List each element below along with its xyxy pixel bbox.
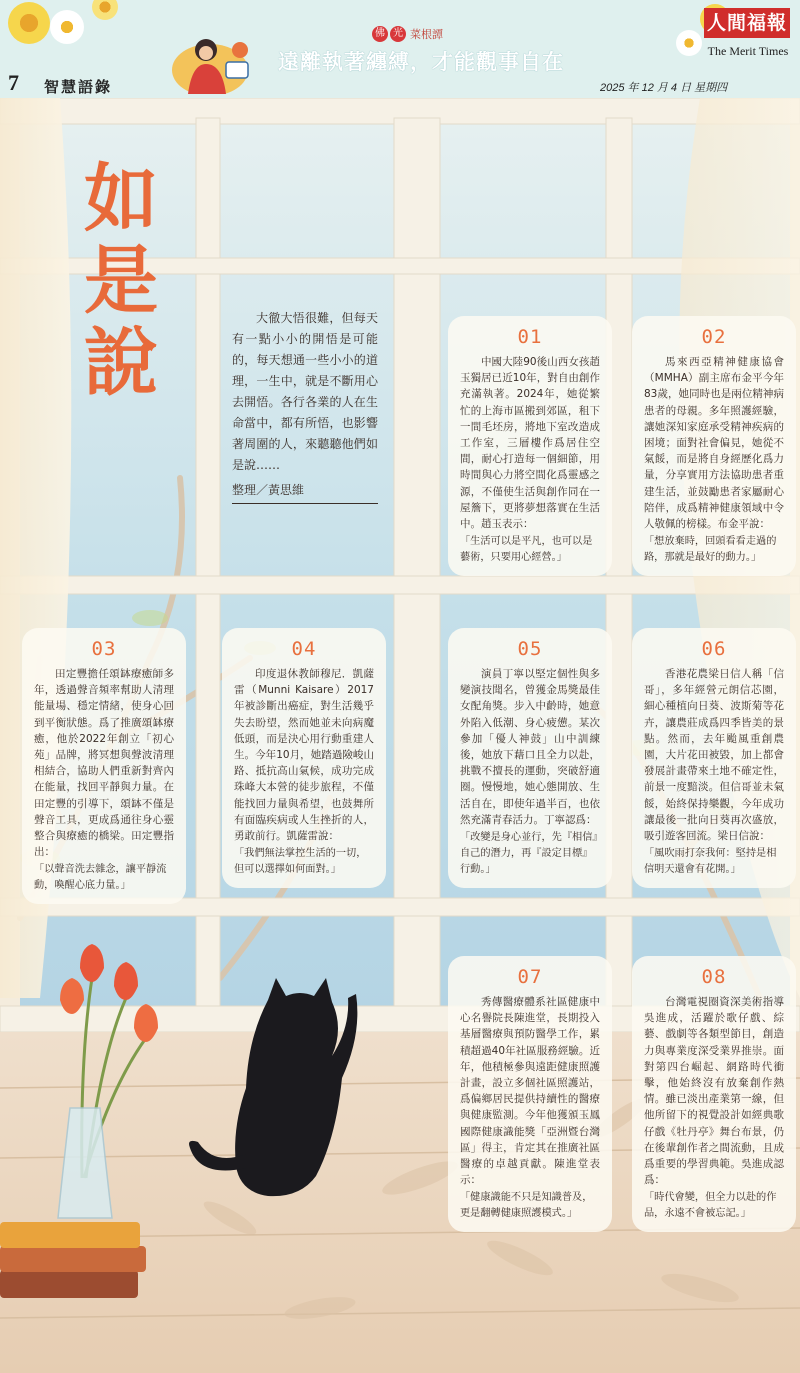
card-number: 06 (701, 638, 727, 660)
badge-char: 佛 (372, 26, 388, 42)
quote-card-05 (448, 628, 612, 888)
card-quote: 「我們無法掌控生活的一切，但可以選擇如何面對。」 (234, 848, 367, 876)
intro-block (232, 308, 378, 504)
newspaper-logo: 人間福報 (704, 8, 790, 38)
card-body: 田定豐擔任頌缽療癒師多年，透過聲音頻率幫助人清理能量場、穩定情緒，使身心回到平衡狀態。爲了推廣頌缽療癒，他於2022年創立「初心苑」品牌，將冥想與聲波清理相結合，協助人們重新對齊內在能量，找回平靜與力量。在田定豐的引導下，頌缽不僅是聲音工具，更成爲通往身心靈整合與療癒的橋梁。田定豐指出： (34, 668, 174, 859)
quote-card-04 (222, 628, 386, 888)
feature-title: 如是說 (84, 156, 158, 406)
intro-text: 大徹大悟很難，但每天有一點小小的開悟是可能的，每天想通一些小小的道理，一生中，就是不斷用心去開悟。各行各業的人在生命當中，都有所悟，也影響著周圍的人，來聽聽他們如是說…… (232, 311, 378, 472)
daisy-icon (50, 10, 84, 44)
card-quote: 「健康識能不只是知識普及，更是翻轉健康照護模式。」 (460, 1192, 593, 1220)
window-scene (0, 98, 800, 1373)
card-number: 08 (701, 966, 727, 988)
card-body: 演員丁寧以堅定個性與多變演技聞名，曾獲金馬獎最佳女配角獎。步入中齡時，她意外陷入低潮、身心疲憊。某次參加「優人神鼓」山中訓練後，她放下藉口且全力以赴，挑戰不擅長的運動，突破舒適圈。慢慢地，她心態開放、生活自在，即使年過半百，也依然充滿青春活力。丁寧認爲： (460, 668, 600, 826)
quote-card-07 (448, 956, 612, 1232)
quote-card-08 (632, 956, 796, 1232)
card-quote: 「生活可以是平凡，也可以是藝術，只要用心經營。」 (460, 536, 593, 564)
editor-credit: 整理／黃思維 (232, 480, 378, 504)
card-body: 中國大陸90後山西女孩趙玉獨居已近10年，對自由創作充滿執著。2024年，她從繁忙的上海市區搬到郊區，租下一間毛坯房，將地下室改造成工作室，三層樓作爲居住空間，耐心打造每一個細節，用時間與心力將空間化爲靈感之源，不僅使生活與創作同在一屋簷下，更將夢想落實在生活中。趙玉表示： (460, 356, 600, 531)
card-number: 04 (291, 638, 317, 660)
card-body: 台灣電視圈資深美術指導吳進成，活躍於歌仔戲、綜藝、戲劇等各類型節目，創造力與專業度深受業界推崇。面對第四台崛起、網路時代衝擊，他始終沒有放棄創作熱情。雖已淡出產業第一線，但他所留下的視覺設計如經典歌仔戲《牡丹亭》舞台布景，仍在後輩創作者之間流動，且成爲重要的學習典範。吳進成認爲： (644, 996, 784, 1187)
card-number: 03 (91, 638, 117, 660)
header-motto: 遠離執著纏縛，才能觀事自在 (278, 49, 564, 74)
header-illustration (170, 24, 268, 94)
badge-char: 光 (390, 26, 406, 42)
quote-card-03 (22, 628, 186, 904)
daffodil-icon (8, 2, 50, 44)
column-badge (372, 26, 443, 42)
badge-suffix: 菜根譚 (410, 28, 443, 41)
card-body: 印度退休教師穆尼．凱薩雷（Munni Kaisare）2017年被診斷出癌症，對生活幾乎失去盼望，然而她並未向病魔低頭，而是決心用行動重建人生。今年10月，她踏過險峻山路、抵抗高山氣候，成功完成珠峰大本營的徒步旅程，不僅能找回力量與希望，也鼓舞所有面臨疾病或人生挫折的人，勇敢前行。凱薩雷說： (234, 668, 374, 843)
card-body: 秀傳醫療體系社區健康中心名譽院長陳進堂，長期投入基層醫療與預防醫學工作，累積超過40年社區服務經驗。近年，他積極參與遠距健康照護計畫，設立多個社區照護站，爲偏鄉居民提供持續性的醫療與健康監測。今年他獲頒玉鳳國際健康識能獎「亞洲暨台灣區」得主，肯定其在推廣社區醫療的卓越貢獻。陳進堂表示： (460, 996, 600, 1187)
card-body: 馬來西亞精神健康協會（MMHA）副主席布金平今年83歲，她同時也是兩位精神病患者的母親。多年照護經驗，讓她深知家庭承受精神疾病的困境；面對社會偏見，她從不氣餒，而是將自身經歷化爲力量，分享實用方法協助患者重建生活，並鼓勵患者家屬耐心陪伴，成爲精神健康領域中令人敬佩的榜樣。布金平說： (644, 356, 784, 531)
card-quote: 「風吹雨打奈我何：堅持是相信明天還會有花開。」 (644, 848, 777, 876)
quote-card-02 (632, 316, 796, 576)
card-quote: 「時代會變，但全力以赴的作品，永遠不會被忘記。」 (644, 1192, 777, 1220)
card-number: 01 (517, 326, 543, 348)
card-number: 07 (517, 966, 543, 988)
daffodil-icon (92, 0, 118, 20)
issue-date: 2025 年 12 月 4 日 星期四 (600, 82, 728, 94)
page-number: 7 (8, 70, 19, 95)
card-quote: 「想放棄時，回頭看看走過的路，那就是最好的動力。」 (644, 536, 777, 564)
page-header (0, 0, 800, 98)
daisy-icon (676, 30, 702, 56)
card-quote: 「以聲音洗去雜念，讓平靜流動，喚醒心底力量。」 (34, 864, 167, 892)
card-number: 02 (701, 326, 727, 348)
newspaper-logo-en: The Merit Times (707, 44, 789, 58)
quote-card-01 (448, 316, 612, 576)
card-number: 05 (517, 638, 543, 660)
quote-card-06 (632, 628, 796, 888)
card-body: 香港花農梁日信人稱「信哥」，多年經營元朗信芯園，細心種植向日葵、波斯菊等花卉，讓農莊成爲四季皆美的景點。然而，去年颱風重創農園，大片花田被毀，加上都會發展計畫帶來土地不確定性，前景一度黯淡。但信哥並未氣餒，始終保持樂觀，今年成功讓最後一批向日葵再次盛放，吸引遊客回流。梁日信說： (644, 668, 784, 843)
book-stack (0, 1222, 146, 1298)
section-title: 智慧語錄 (44, 78, 113, 96)
card-quote: 「改變是身心並行，先『相信』自己的潛力，再『設定目標』行動。」 (460, 832, 598, 876)
